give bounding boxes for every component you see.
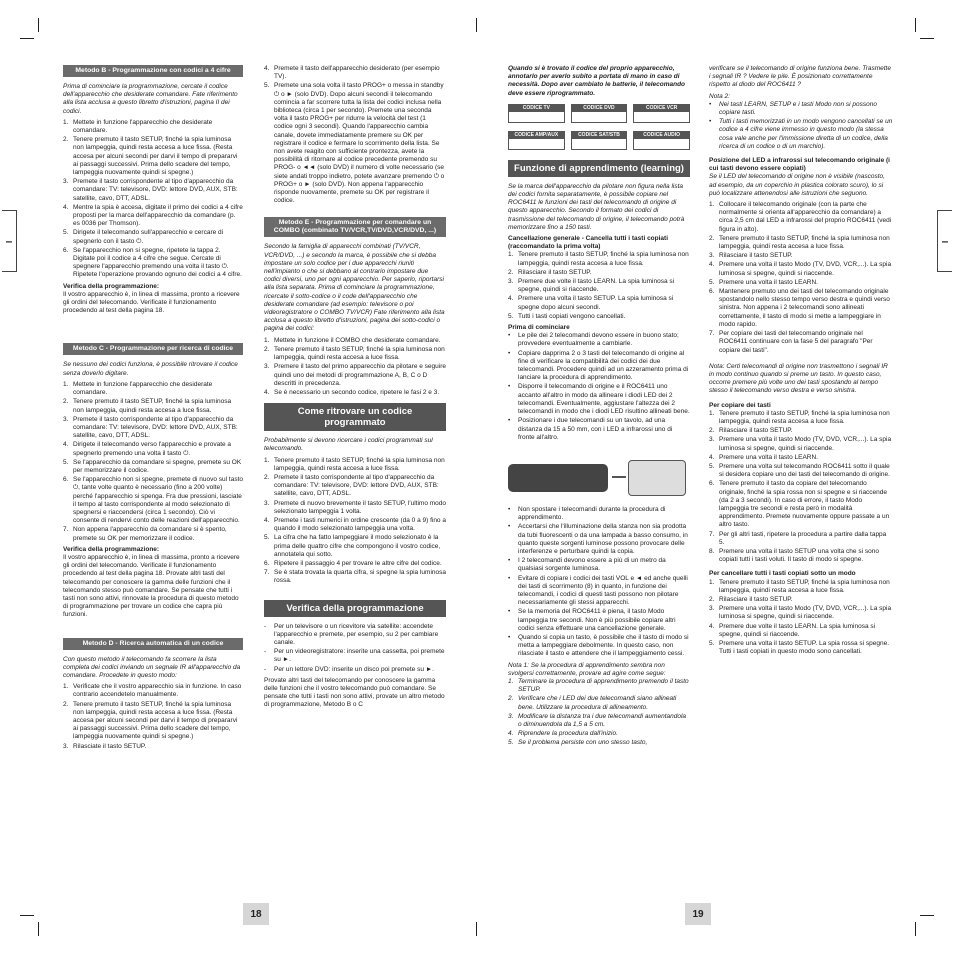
step-list xyxy=(63,683,243,751)
subheading: Verifica della programmazione: xyxy=(63,282,160,290)
list-item: 3. Premete il tasto corrispondente al tipo d'apparecchio da comandare: TV: televisore, DVD: lettore DVD, AUX, STB: satellite, cavo, DTT, ADSL. xyxy=(63,415,238,440)
paragraph: Se nessuno dei codici funziona, è possibile ritrovare il codice senza doverlo digitare. xyxy=(63,361,238,377)
list-item: • Disporre il telecomando di origine e il ROC6411 uno accanto all'altro in modo da allineare i diodi LED dei 2 telecomandi. Eventualmente, aggiustare l'altezza dei 2 telecomandi in modo che i diodi LED risultino allineati bene. xyxy=(508,383,690,416)
step-list xyxy=(264,337,446,397)
list-item: • Accertarsi che l'illuminazione della stanza non sia prodotta da tubi fluorescenti o da una lampada a basso consumo, in quanto queste sorgenti luminose possono provocare delle interferenze e perturbare quindi la copia. xyxy=(508,523,688,555)
list-item: 3. Premere una volta il tasto Modo (TV, DVD, VCR,...). La spia luminosa si spegne, quindi si riaccende. xyxy=(709,436,892,452)
crop-mark xyxy=(38,18,39,32)
paragraph: Il vostro apparecchio è, in linea di massima, pronto a ricevere gli ordini del telecomando. Verificate il funzionamento procedendo al test della pagina 18. xyxy=(63,290,240,315)
section-header: Verifica della programmazione xyxy=(264,600,446,617)
list-item: 2. Tenere premuto il tasto SETUP, finché la spia luminosa non lampeggia, quindi resta accesa a luce fissa. xyxy=(264,345,445,362)
paragraph: Con questo metodo il telecomando fa scorrere la lista completa dei codici inviando un segnale IR all'apparecchio da comandare. Procedete in questo modo: xyxy=(63,655,241,679)
note: Nota: Certi telecomandi di origine non trasmettono i segnali IR in modo continuo quando si preme un tasto. In questo caso, occorre premere più volte uno dei tasti spostando al tempo stesso il telecomando verso destra e verso sinistra. xyxy=(709,362,888,395)
list-item: • Copiare dapprima 2 o 3 tasti del telecomando di origine al fine di verificare la compatibilità dei codici dei due telecomandi. Procedere quindi ad un azzeramento prima di lanciare la procedura di apprendimento. xyxy=(508,349,689,382)
remote-illustration xyxy=(508,448,690,498)
code-box[interactable]: CODICE AUDIO xyxy=(633,131,690,150)
list-item: 1. Mettete in funzione l'apparecchio che desiderate comandare. xyxy=(63,118,213,135)
list-item: - Per un videoregistratore: inserite una cassetta, poi premete su ►. xyxy=(264,648,445,664)
code-boxes xyxy=(508,104,690,150)
bullet-list xyxy=(508,506,690,659)
list-item: 2. Verificare che i LED dei due telecomandi siano allineati bene. Utilizzare la procedura di allineamento. xyxy=(508,695,677,711)
list-item: 8. Premere una volta il tasto SETUP una volta che si sono copiati tutti i tasti voluti. Il tasto di modo si spegne. xyxy=(709,547,879,564)
list-item: • Tutti i tasti memorizzati in un modo vengono cancellati se un codice a 4 cifre viene immesso in questo modo (la stessa cosa vale anche per l'immissione diretta di un codice, della ricerca di un codice o di un marchio). xyxy=(709,118,893,150)
section-header: Metodo E - Programmazione per comandare un COMBO (combinato TV/VCR,TV/DVD,VCR/DVD, ...) xyxy=(264,217,446,237)
column-1 xyxy=(63,65,243,754)
column-2 xyxy=(264,65,446,713)
list-item: - Per un lettore DVD: inserite un disco poi premete su ►. xyxy=(264,665,434,673)
list-item: 2. Rilasciare il tasto SETUP. xyxy=(709,427,793,435)
note: Nota 2: • Nei tasti LEARN, SETUP e i tasti Modo non si possono copiare tasti. • Tutti i tasti memorizzati in un modo vengono cancellati se un codice a 4 cifre viene immesso in questo modo (la stessa cosa vale anche per l'immissione diretta di un codice, della ricerca di un codice o di un marchio). xyxy=(709,92,893,150)
list-item: 5. Premere una volta il tasto LEARN. xyxy=(709,278,818,286)
list-item: 5. Dirigete il telecomando sull'apparecchio e cercare di spegnerlo con il tasto ⏻. xyxy=(63,229,224,245)
note: Nota 1: Se la procedura di apprendimento sembra non svolgersi correttamente, provare ad agire come segue: 1. Terminare la procedura di apprendimento premendo il tasto SETUP. 2. Verificare che i LED dei due telecomandi siano allineati bene. Utilizzare la procedura di allineamento. 3. Modificare la distanza tra i due telecomandi aumentandola o diminuendola da 1,5 a 5 cm. 4. Riprendere la procedura dall'inizio. 5. Se il problema persiste con uno stesso tasto, xyxy=(508,661,689,747)
list-item: 3. Premete di nuovo brevemente il tasto SETUP, l'ultimo modo selezionato lampeggia 1 volta. xyxy=(264,499,447,515)
list-item: 6. Tenere premuto il tasto da copiare del telecomando originale, finché la spia rossa non si spegne e si riaccende (da 2 a 3 secondi). In caso di errore, il tasto Modo lampeggia tre secondi e resta però in modalità apprendimento. Premete nuovamente oppure passate a un altro tasto. xyxy=(709,480,890,529)
crop-mark xyxy=(920,915,934,916)
list-item: 5. Premere una volta il tasto SETUP. La spia rossa si spegne. Tutti i tasti copiati in questo modo sono cancellati. xyxy=(709,640,890,656)
code-box[interactable]: CODICE DVD xyxy=(571,104,628,123)
list-item: 4. Dirigete il telecomando verso l'apparecchio e provate a spegnerlo premendo una volta il tasto ⏻. xyxy=(63,441,232,457)
list-item: 7. Non appena l'apparecchio da comandare si è spento, premete su OK per memorizzare il codice. xyxy=(63,526,227,542)
crop-mark xyxy=(20,915,34,916)
paragraph: Secondo la famiglia di apparecchi combinati (TV/VCR, VCR/DVD, ...) e secondo la marca, è possibile che si debba impostare un solo codice per i due apparecchi riuniti nell'impianto o che si debbano al contrario impostare due codici diversi, uno per ogni apparecchio. Per saperlo, riportarsi alla lista separata. Prima di cominciare la programmazione, ricercate il sotto-codice o il code dell'apparecchio che desiderate comandare (ad esempio: televisore o poi videoregistratore o COMBO TV/VCR) Fate riferimento alla lista acclusa a questo libretto d'istruzioni, pagina dei sotto-codici o pagina dei codici: xyxy=(264,243,445,333)
list-item: 2. Tenere premuto il tasto SETUP, finché la spia luminosa non lampeggia, quindi resta accesa a luce fissa. (Resta accesa per alcuni secondi per darvi il tempo di prepararvi ai passaggi successivi. Prima dello scadere del tempo, lampeggia nuovamente quindi si spegne.) xyxy=(63,136,238,177)
list-item: 1. Tenere premuto il tasto SETUP, finché la spia luminosa non lampeggia, quindi resta accesa a luce fissa. xyxy=(709,409,890,425)
original-remote-icon xyxy=(628,460,686,496)
list-item: • Posizionare i due telecomandi su un tavolo, ad una distanza da 15 a 50 mm, con i LED a infrarossi uno di fronte all'altro. xyxy=(508,417,673,441)
step-list xyxy=(63,381,243,543)
list-item: 4. Premere due volte il tasto LEARN. La spia luminosa si spegne, quindi si riaccende. xyxy=(709,622,876,638)
list-item: 6. Mantenere premuto uno dei tasti del telecomando originale spostandolo nello stesso tempo verso destra e quindi verso sinistra. Non appena i 2 telecomandi sono allineati correttamente, il tasto di modo si mette a lampeggiare in modo rapido. xyxy=(709,288,890,328)
step-list xyxy=(709,201,893,355)
list-item: 1. Tenere premuto il tasto SETUP, finché la spia luminosa non lampeggia, quindi resta accesa a luce fissa. xyxy=(264,456,445,472)
crop-mark xyxy=(20,38,34,39)
paragraph: Se la marca dell'apparecchio da pilotare non figura nella lista dei codici fornita separatamente, è possibile copiare nel ROC6411 le funzioni dei tasti del telecomando di origine di questo apparecchio. Secondo il formato dei codici di trasmissione del telecomando di origine, il telecomando potrà memorizzare fino a 150 tasti. xyxy=(508,182,685,231)
paragraph: Provate altri tasti del telecomando per conoscere la gamma delle funzioni che il vostro telecomando può comandare. Se pensate che tutti i tasti non sono attivi, provate un altro metodo di programmazione, Metodo B o C xyxy=(264,676,445,709)
list-item: 2. Tenere premuto il tasto SETUP, finché la spia luminosa non lampeggia, quindi resta accesa a luce fissa. (Resta accesa per alcuni secondi per darvi il tempo di prepararvi ai passaggi successivi. Prima dello scadere del tempo, lampeggia nuovamente quindi si spegne.) xyxy=(63,700,238,741)
crop-mark xyxy=(915,922,916,936)
list-item: 3. Premere una volta il tasto Modo (TV, DVD, VCR,...). La spia luminosa si spegne, quindi si riaccende. xyxy=(709,605,892,621)
step-list xyxy=(709,410,893,565)
list-item: 2. Tenere premuto il tasto SETUP, finché la spia luminosa non lampeggia, quindi resta accesa a luce fissa. xyxy=(709,234,890,251)
subheading: Posizione del LED a infrarossi sul telecomando originale (i cui tasti devono essere copiati) xyxy=(709,157,890,173)
crop-mark xyxy=(476,922,477,936)
section-header: Metodo C - Programmazione per ricerca di codice xyxy=(63,343,243,355)
list-item: • Nei tasti LEARN, SETUP e i tasti Modo non si possono copiare tasti. xyxy=(709,100,877,117)
list-item: 5. Premere una volta sul telecomando ROC6411 sotto il quale si desidera copiare uno dei tasti del telecomando di origine. xyxy=(709,462,890,479)
list-item: 3. Rilasciare il tasto SETUP. xyxy=(709,252,793,260)
list-item: 2. Rilasciare il tasto SETUP. xyxy=(508,268,592,276)
list-item: 4. Mentre la spia è accesa, digitate il primo dei codici a 4 cifre proposti per la marca dell'apparecchio da comandare (p. es 0036 per Thomson). xyxy=(63,203,243,228)
subheading: Cancellazione generale - Cancella tutti i tasti copiati (raccomandato la prima volta) xyxy=(508,235,669,251)
list-item: 4. Premete il tasto dell'apparecchio desiderato (per esempio TV). xyxy=(264,65,440,81)
list-item: 5. Tutti i tasti copiati vengono cancellati. xyxy=(508,312,626,320)
section-header: Metodo D - Ricerca automatica di un codice xyxy=(63,638,243,650)
page-number-left: 18 xyxy=(243,903,269,925)
bullet-list xyxy=(508,332,690,442)
roc6411-remote-icon xyxy=(508,464,608,492)
list-item: 3. Premere due volte il tasto LEARN. La spia luminosa si spegne, quindi si riaccende. xyxy=(508,278,675,294)
paragraph: Il vostro apparecchio è, in linea di massima, pronto a ricevere gli ordini del telecomando. Verificate il funzionamento procedendo al test della pagina 18. Provate altri tasti del telecomando per conoscere la gamma delle funzioni che il telecomando stesso può comandare. Se pensate che tutti i tasti non sono attivi, rinnovate la procedura di questo metodo di programmazione per trovare un codice che capra più funzioni. xyxy=(63,553,240,619)
step-list xyxy=(709,579,893,657)
list-item: • Non spostare i telecomandi durante la procedura di apprendimento. xyxy=(508,505,666,522)
step-list xyxy=(264,457,446,586)
code-box[interactable]: CODICE VCR xyxy=(633,104,690,123)
subheading: Verifica della programmazione: xyxy=(63,545,160,553)
code-box[interactable]: CODICE TV xyxy=(508,104,565,123)
step-list xyxy=(63,119,243,280)
list-item: 1. Verificate che il vostro apparecchio sia in funzione. In caso contrario accendetelo manualmente. xyxy=(63,683,242,699)
list-item: 6. Ripetere il passaggio 4 per trovare le altre cifre del codice. xyxy=(264,559,442,567)
list-item: • Le pile dei 2 telecomandi devono essere in buono stato; provvedere eventualmente a cambiarle. xyxy=(508,332,679,348)
list-item: • Se la memoria del ROC6411 è piena, il tasto Modo lampeggia tre secondi. Non è più possibile copiare altri codici senza effettuare una cancellazione generale. xyxy=(508,608,676,632)
crop-mark xyxy=(920,38,934,39)
paragraph: Quando si è trovato il codice del proprio apparecchio, annotarlo per averlo subito a portata di mano in caso di necessità. Dopo aver cambiato le batterie, il telecomando deve essere riprogrammato. xyxy=(508,65,686,97)
crop-mark xyxy=(38,922,39,936)
column-3 xyxy=(508,65,690,749)
list-item: 5. Se il problema persiste con uno stesso tasto, xyxy=(508,739,648,747)
list-item: • I 2 telecomandi devono essere a più di un metro da qualsiasi sorgente luminosa. xyxy=(508,557,666,573)
list-item: 4. Se è necessario un secondo codice, ripetere le fasi 2 e 3. xyxy=(264,388,440,396)
list-item: 3. Rilasciate il tasto SETUP. xyxy=(63,742,147,750)
list-item: 1. Mettete in funzione il COMBO che desiderate comandare. xyxy=(264,336,441,344)
list-item: 1. Collocare il telecomando originale (con la parte che normalmente si orienta all'apparecchio da comandare) a circa 2,5 cm dal LED a infrarossi del proprio ROC6411 (vedi figura in alto). xyxy=(709,201,892,233)
page-number-right: 19 xyxy=(685,903,711,925)
paragraph: Prima di cominciare la programmazione, cercate il codice dell'apparecchio che desiderate comandare. Fate riferimento alla lista acclusa a questo libretto d'istruzioni, pagina II dei codici. xyxy=(63,83,238,115)
list-item: 6. Se l'apparecchio non si spegne, ripetete la tappa 2. Digitate poi il codice a 4 cifre che segue. Cercate di spegnere l'apparecchio premendo una volta il tasto ⏻. Ripetete l'operazione provando ognuno dei codici a 4 cifre. xyxy=(63,246,242,279)
list-item: 7. Per copiare dei tasti del telecomando originale nel ROC6411 continuare con la fase 5 del paragrafo "Per copiare dei tasti". xyxy=(709,330,873,354)
list-item: 3. Modificare la distanza tra i due telecomandi aumentandola o diminuendola da 1,5 a 5 cm. xyxy=(508,712,687,728)
subheading: Per copiare dei tasti xyxy=(709,401,771,409)
section-header: Metodo B - Programmazione con codici a 4 cifre xyxy=(63,65,243,77)
list-item: 3. Premere il tasto del primo apparecchio da pilotare e seguire quindi uno dei metodi di programmazione A, B, C o D descritti in precedenza. xyxy=(264,363,446,387)
list-item: 4. Premete i tasti numerici in ordine crescente (da 0 a 9) fino a quando il modo selezionato lampeggia una volta. xyxy=(264,516,446,533)
list-item: 4. Premere una volta il tasto Modo (TV, DVD, VCR,...). La spia luminosa si spegne, quindi si riaccende. xyxy=(709,261,892,277)
list-item: 2. Rilasciare il tasto SETUP. xyxy=(709,595,793,603)
list-item: 6. Se l'apparecchio non si spegne, premete di nuovo sul tasto ⏻, tante volte quanto è necessario (fino a 200 volte) perché l'apparecchio si spenga. Fra due pressioni, lasciate il tempo al tasto corrispondente al modo selezionato di spegnersi e riaccendersi (circa 1 secondo). Ciò vi consente di rendervi conto delle reazioni dell'apparecchio. xyxy=(63,476,243,525)
paragraph: verificare se il telecomando di origine funziona bene. Trasmette i segnali IR ? Vedere le pile. È posizionato correttamente rispetto al diodo del ROC6411 ? xyxy=(709,65,891,89)
list-item: 4. Premere una volta il tasto LEARN. xyxy=(709,453,818,461)
step-list xyxy=(264,65,446,205)
crop-mark xyxy=(476,18,477,32)
paragraph: Probabilmente si devono ricercare i codici programmati sul telecomando. xyxy=(264,437,433,453)
side-tab-left: – xyxy=(2,210,17,272)
list-item: 5. Premete una sola volta il tasto PROG+ o messa in standby ⏻ o ► (solo DVD). Dopo alcuni secondi il telecomando comincia a far scorrere tutta la lista dei codici inclusa nella biblioteca (circa 1 per secondo). Premete una seconda volta il tasto PROG+ per ridurre la velocità del test (1 codice ogni 3 secondi). Quando l'apparecchio cambia canale, dovete immediatamente premere su OK per registrare il codice e fermare lo scorrimento della lista. Se non avete reagito con sufficiente prontezza, avete la possibilità di ritornare al codice precedente premendo su PROG- o ◄◄ (solo DVD) il numero di volte necessario (se siete andati troppo indietro, potete avanzare premendo ⏻ o PROG+ o ► (solo DVD). Non appena l'apparecchio risponde nuovamente, premete su OK per registrare il codice. xyxy=(264,82,445,205)
ir-beam-icon xyxy=(612,476,626,478)
list-item: 1. Tenere premuto il tasto SETUP, finché la spia luminosa non lampeggia, quindi resta accesa a luce fissa. xyxy=(709,578,890,594)
list-item: 2. Premete il tasto corrispondente al tipo d'apparecchio da comandare: TV: televisore, DVD: lettore DVD, AUX, STB: satellite, cavo, DTT, ADSL. xyxy=(264,473,439,498)
list-item: 2. Tenere premuto il tasto SETUP, finché la spia luminosa non lampeggia, quindi resta accesa a luce fissa. xyxy=(63,398,232,414)
list-item: 4. Riprendere la procedura dall'inizio. xyxy=(508,730,618,738)
bullet-list xyxy=(264,623,446,674)
list-item: 4. Premere una volta il tasto SETUP. La spia luminosa si spegne dopo alcuni secondi. xyxy=(508,295,674,311)
step-list xyxy=(508,251,690,321)
list-item: 5. La cifra che ha fatto lampeggiare il modo selezionato è la prima delle quattro cifre che compongono il vostro codice, annotatela qui sotto. xyxy=(264,534,441,558)
code-box[interactable]: CODICE SAT/STB xyxy=(571,131,628,150)
list-item: 5. Se l'apparecchio da comandare si spegne, premete su OK per memorizzare il codice. xyxy=(63,458,242,474)
subheading: Per cancellare tutti i tasti copiati sotto un modo xyxy=(709,570,856,578)
subheading: Prima di cominciare xyxy=(508,324,570,332)
list-item: 7. Per gli altri tasti, ripetere la procedura a partire dalla tappa 5. xyxy=(709,530,887,546)
list-item: 3. Premete il tasto corrispondente al tipo d'apparecchio da comandare: TV: televisore, DVD: lettore DVD, AUX, STB: satellite, cavo, DTT, ADSL. xyxy=(63,178,238,202)
list-item: 1. Mettete in funzione l'apparecchio che desiderate comandare. xyxy=(63,380,213,397)
list-item: • Quando si copia un tasto, è possibile che il tasto di modo si metta a lampeggiare debolmente. In questo caso, non rilasciate il tasto e attendere che il lampeggiamento cessi. xyxy=(508,633,689,658)
list-item: • Evitare di copiare i codici dei tasti VOL e ◄ ed anche quelli dei tasti di scorrimento (8) in quanto, in funzione dei telecomandi, i codici di questi tasti possono non pilotare necessariamente gli stessi apparecchi. xyxy=(508,574,688,607)
column-4 xyxy=(709,65,893,659)
crop-mark xyxy=(915,18,916,32)
list-item: - Per un televisore o un ricevitore via satellite: accendete l'apparecchio e premete, per esempio, su 2 per cambiare canale. xyxy=(264,622,439,646)
paragraph: Se il LED del telecomando di origine non è visibile (nascosto, ad esempio, da un coperchio in plastica colorato scuro), lo si può localizzare attenendosi alle istruzioni che seguono. xyxy=(709,173,885,197)
list-item: 1. Terminare la procedura di apprendimento premendo il tasto SETUP. xyxy=(508,677,689,694)
section-header: Come ritrovare un codice programmato xyxy=(264,403,446,431)
list-item: 7. Se è stata trovata la quarta cifra, si spegne la spia luminosa rossa. xyxy=(264,569,446,585)
list-item: 1. Tenere premuto il tasto SETUP, finché la spia luminosa non lampeggia, quindi resta accesa a luce fissa. xyxy=(508,251,689,267)
section-header: Funzione di apprendimento (learning) xyxy=(508,160,690,177)
code-box[interactable]: CODICE AMP/AUX xyxy=(508,131,565,150)
side-tab-right: – xyxy=(937,210,952,272)
